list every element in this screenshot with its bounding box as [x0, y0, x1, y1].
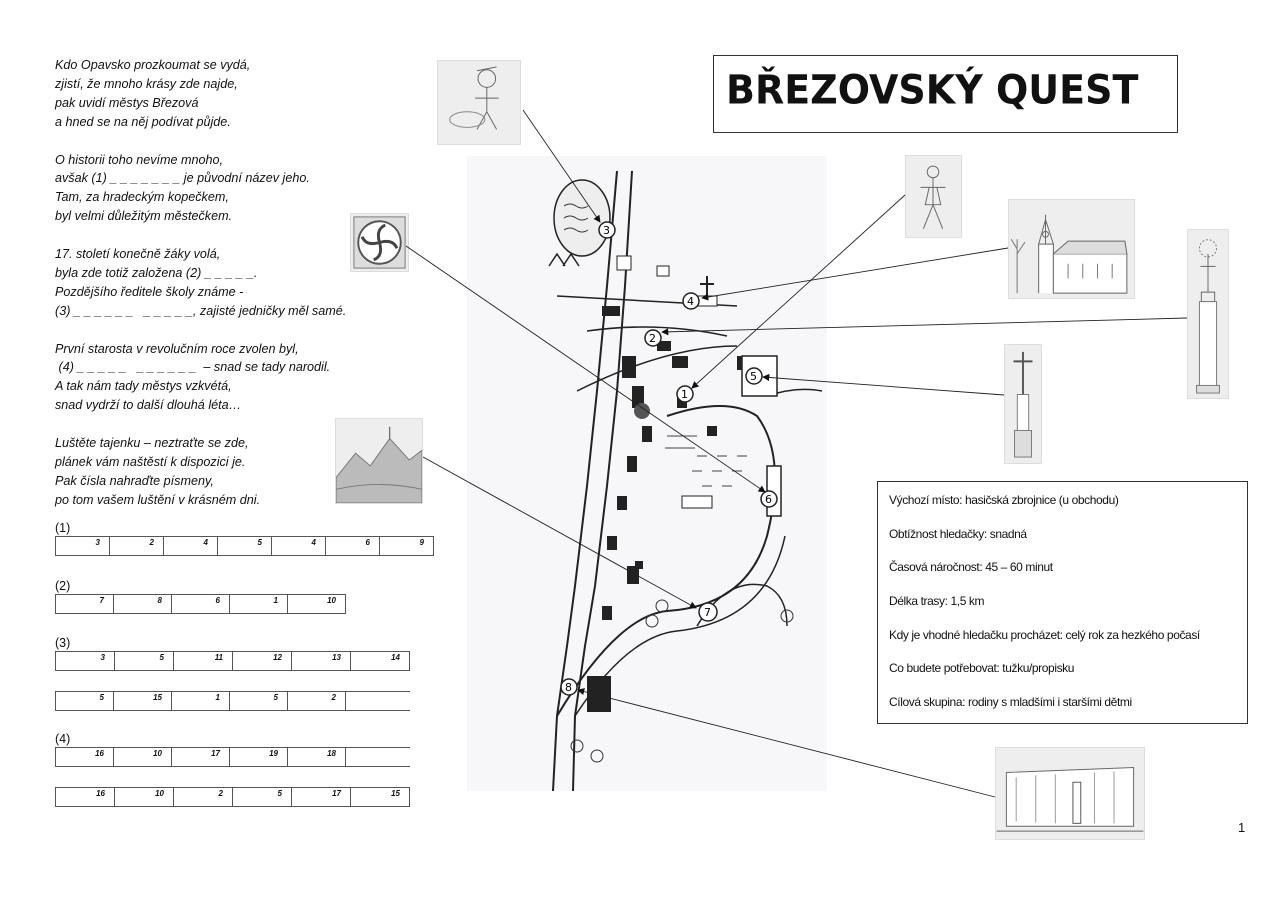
puzzle-cell: 15	[114, 692, 172, 710]
poem-line: Kdo Opavsko prozkoumat se vydá,	[55, 58, 251, 72]
puzzle-cell: 7	[56, 595, 114, 613]
poem-line: První starosta v revolučním roce zvolen byl,	[55, 341, 299, 356]
info-length: Délka trasy: 1,5 km	[889, 594, 985, 609]
info-audience: Cílová skupina: rodiny s mladšími i staršími dětmi	[889, 695, 1132, 710]
map-stop-label: 3	[603, 224, 610, 237]
poem-line: Luštěte tajenku – neztraťte se zde,	[55, 436, 249, 451]
poem-line: 17. století konečně žáky volá,	[55, 247, 221, 262]
info-season: Kdy je vhodné hledačku procházet: celý rok za hezkého počasí	[889, 627, 1200, 642]
puzzle-cell: 3	[56, 537, 110, 555]
puzzle-cell: 6	[172, 595, 230, 613]
info-duration: Časová náročnost: 45 – 60 minut	[889, 560, 1053, 575]
poem-line: (3) _ _ _ _ _ _ _ _ _ _ _, zajisté jedničky měl samé.	[55, 303, 347, 318]
poem-line: po tom vašem luštění v krásném dni.	[55, 492, 261, 507]
poem-line: A tak nám tady městys vzkvétá,	[55, 379, 232, 394]
puzzle-label: (3)	[55, 636, 71, 650]
map-stop-label: 4	[687, 295, 694, 308]
page-number: 1	[1238, 820, 1246, 835]
puzzle-cell: 14	[351, 652, 410, 670]
poem-line: O historii toho nevíme mnoho,	[55, 152, 223, 167]
info-box	[877, 481, 1248, 724]
poem-line: zjistí, že mnoho krásy zde najde,	[55, 76, 238, 91]
puzzle-cell: 10	[114, 748, 172, 766]
puzzle-cell: 1	[172, 692, 230, 710]
map-stop-label: 1	[681, 388, 688, 401]
poem-line: byl velmi důležitým městečkem.	[55, 209, 233, 224]
puzzle-cell: 5	[233, 788, 292, 806]
poem-line: byla zde totiž založena (2) _ _ _ _ _.	[55, 265, 258, 280]
puzzle-cell: 17	[292, 788, 351, 806]
puzzle-cell: 16	[56, 788, 115, 806]
puzzle-cell: 2	[288, 692, 346, 710]
puzzle-cell: 19	[230, 748, 288, 766]
puzzle-cell: 2	[110, 537, 164, 555]
puzzle-cell: 5	[230, 692, 288, 710]
map-stop-label: 5	[750, 370, 757, 383]
puzzle-cell: 11	[174, 652, 233, 670]
puzzle-cell: 6	[326, 537, 380, 555]
info-difficulty: Obtížnost hledačky: snadná	[889, 526, 1027, 541]
info-start: Výchozí místo: hasičská zbrojnice (u obchodu)	[889, 493, 1119, 507]
page-title: BŘEZOVSKÝ QUEST	[726, 66, 1139, 114]
puzzle-cell: 13	[292, 652, 351, 670]
poem-line: (4) _ _ _ _ _ _ _ _ _ _ _ – snad se tady narodil.	[55, 360, 331, 375]
puzzle-cell: 2	[174, 788, 233, 806]
puzzle-label: (4)	[55, 732, 71, 746]
puzzle-cell: 12	[233, 652, 292, 670]
puzzle-cell: 10	[288, 595, 346, 613]
puzzle-cell: 10	[115, 788, 174, 806]
puzzle-cell: 1	[230, 595, 288, 613]
puzzle-cell: 17	[172, 748, 230, 766]
puzzle-cell: 5	[56, 692, 114, 710]
map-stop-label: 7	[704, 606, 711, 619]
map-stop-label: 8	[565, 681, 572, 694]
puzzle-cell: 15	[351, 788, 410, 806]
map-stop-label: 6	[765, 493, 772, 506]
map-stop-label: 2	[649, 332, 656, 345]
poem-line: pak uvidí městys Březová	[55, 95, 199, 110]
puzzle-cell: 5	[218, 537, 272, 555]
puzzle-label: (1)	[55, 521, 71, 535]
poem-line: snad vydrží to další dlouhá léta…	[55, 398, 242, 413]
puzzle-cell: 4	[164, 537, 218, 555]
poem-line: Tam, za hradeckým kopečkem,	[55, 190, 229, 205]
puzzle-cell: 9	[380, 537, 434, 555]
poem-line: Pak čísla nahraďte písmeny,	[55, 473, 214, 488]
puzzle-cell: 8	[114, 595, 172, 613]
puzzle-label: (2)	[55, 579, 71, 593]
poem-line: plánek vám naštěstí k dispozici je.	[55, 454, 246, 469]
puzzle-cell: 4	[272, 537, 326, 555]
poem-line: avšak (1) _ _ _ _ _ _ _ je původní název jeho.	[55, 171, 310, 186]
puzzle-cell: 16	[56, 748, 114, 766]
poem-line: a hned se na něj podívat půjde.	[55, 114, 231, 129]
info-needs: Co budete potřebovat: tužku/propisku	[889, 661, 1075, 676]
puzzle-cell: 3	[56, 652, 115, 670]
puzzle-cell: 18	[288, 748, 346, 766]
puzzle-cell: 5	[115, 652, 174, 670]
poem-line: Pozdějšího ředitele školy známe -	[55, 284, 244, 299]
